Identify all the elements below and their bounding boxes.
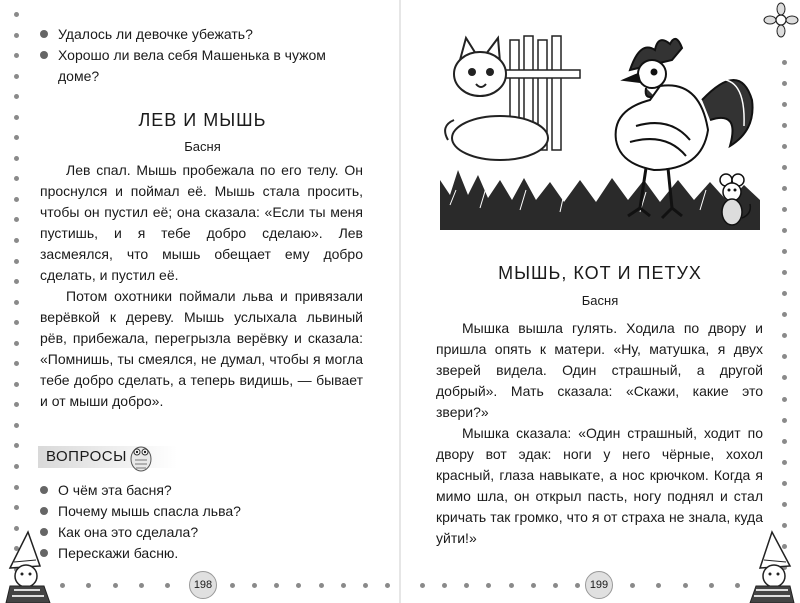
border-dot [363, 583, 368, 588]
left-bottom-dots-a [60, 583, 170, 589]
right-bottom-dots-b [630, 583, 740, 589]
border-dot [782, 144, 787, 149]
border-dot [139, 583, 144, 588]
story-paragraph: Мышка сказала: «Один страшный, ходит по двору вот эдак: ноги у него чёрные, хохол красный, глаза навыкате, а нос крючком. Когда я мимо шла, он открыл пасть, ногу поднял и стал кричать так громко, что я от страха не знала, куда уйти!» [436, 425, 763, 546]
gnome-corner-icon [0, 528, 62, 603]
border-dot [782, 502, 787, 507]
border-dot [341, 583, 346, 588]
border-dot [319, 583, 324, 588]
questions-list [38, 480, 368, 564]
story-genre: Басня [184, 139, 221, 154]
border-dot [14, 464, 19, 469]
border-dot [782, 460, 787, 465]
border-dot [782, 207, 787, 212]
border-dot [782, 291, 787, 296]
border-dot [14, 115, 19, 120]
owl-icon [128, 440, 154, 472]
border-dot [14, 135, 19, 140]
border-dot [782, 165, 787, 170]
border-dot [656, 583, 661, 588]
border-dot [14, 361, 19, 366]
border-dot [14, 238, 19, 243]
border-dot [14, 217, 19, 222]
border-dot [782, 60, 787, 65]
border-dot [630, 583, 635, 588]
border-dot [14, 320, 19, 325]
border-dot [683, 583, 688, 588]
border-dot [14, 176, 19, 181]
cat-rooster-mouse-illustration [440, 30, 760, 230]
border-dot [442, 583, 447, 588]
border-dot [782, 123, 787, 128]
page-number: 199 [585, 571, 613, 599]
border-dot [782, 249, 787, 254]
border-dot [782, 186, 787, 191]
border-dot [86, 583, 91, 588]
story-text [40, 160, 363, 412]
border-dot [14, 300, 19, 305]
flower-corner-icon [762, 2, 800, 38]
gnome-corner-icon [738, 528, 800, 603]
border-dot [509, 583, 514, 588]
list-item: Хорошо ли вела себя Машенька в чужом доме? [38, 45, 368, 87]
border-dot [782, 333, 787, 338]
border-dot [14, 485, 19, 490]
border-dot [14, 259, 19, 264]
border-dot [14, 94, 19, 99]
left-bottom-dots-b [230, 583, 390, 589]
list-item: Почему мышь спасла льва? [38, 501, 368, 522]
border-dot [782, 228, 787, 233]
border-dot [14, 382, 19, 387]
border-dot [486, 583, 491, 588]
border-dot [782, 418, 787, 423]
border-dot [14, 341, 19, 346]
border-dot [113, 583, 118, 588]
border-dot [782, 439, 787, 444]
story-paragraph: Мышка вышла гулять. Ходила по двору и пришла опять к матери. «Ну, матушка, я двух зверей видела. Один страшный, а другой добрый». Мать сказала: «Скажи, какие это звери?» [436, 320, 763, 420]
border-dot [14, 156, 19, 161]
story-paragraph: Потом охотники поймали льва и привязали верёвкой к дереву. Мышь услыхала львиный рёв, прибежала, перегрызла верёвку и сказала: «Помнишь, ты смеялся, не думал, чтобы я могла тебе добро сделать, а теперь видишь, — бывает и от мыши добро». [40, 288, 363, 409]
border-dot [14, 402, 19, 407]
border-dot [165, 583, 170, 588]
border-dot [782, 270, 787, 275]
border-dot [274, 583, 279, 588]
border-dot [782, 312, 787, 317]
border-dot [14, 53, 19, 58]
border-dot [14, 33, 19, 38]
border-dot [385, 583, 390, 588]
border-dot [782, 523, 787, 528]
left-dot-border [14, 12, 20, 572]
story-genre: Басня [581, 293, 619, 308]
list-item: Как она это сделала? [38, 522, 368, 543]
story-text [436, 318, 763, 549]
border-dot [531, 583, 536, 588]
border-dot [782, 102, 787, 107]
right-dot-border [782, 60, 788, 570]
list-item: О чём эта басня? [38, 480, 368, 501]
border-dot [14, 443, 19, 448]
border-dot [464, 583, 469, 588]
border-dot [14, 12, 19, 17]
story-title: МЫШЬ, КОТ И ПЕТУХ [498, 263, 702, 283]
list-item: Перескажи басню. [38, 543, 368, 564]
border-dot [709, 583, 714, 588]
border-dot [553, 583, 558, 588]
top-questions-list [38, 24, 368, 87]
border-dot [782, 81, 787, 86]
border-dot [230, 583, 235, 588]
border-dot [252, 583, 257, 588]
story-paragraph: Лев спал. Мышь пробежала по его телу. Он проснулся и поймал её. Мышь стала просить, чтобы он пустил её; она сказала: «Если ты меня пустишь, и я тебе добро сделаю». Лев засмеялся, что мышь обещает ему добро сделать, и пустил её. [40, 162, 363, 283]
border-dot [420, 583, 425, 588]
border-dot [14, 423, 19, 428]
border-dot [14, 197, 19, 202]
border-dot [782, 481, 787, 486]
border-dot [14, 505, 19, 510]
page-number: 198 [189, 571, 217, 599]
border-dot [14, 74, 19, 79]
list-item: Удалось ли девочке убежать? [38, 24, 368, 45]
questions-heading: ВОПРОСЫ [38, 446, 177, 468]
border-dot [296, 583, 301, 588]
border-dot [782, 354, 787, 359]
border-dot [575, 583, 580, 588]
border-dot [14, 279, 19, 284]
story-title: ЛЕВ И МЫШЬ [138, 110, 267, 130]
border-dot [782, 397, 787, 402]
right-bottom-dots-a [420, 583, 580, 589]
border-dot [782, 375, 787, 380]
